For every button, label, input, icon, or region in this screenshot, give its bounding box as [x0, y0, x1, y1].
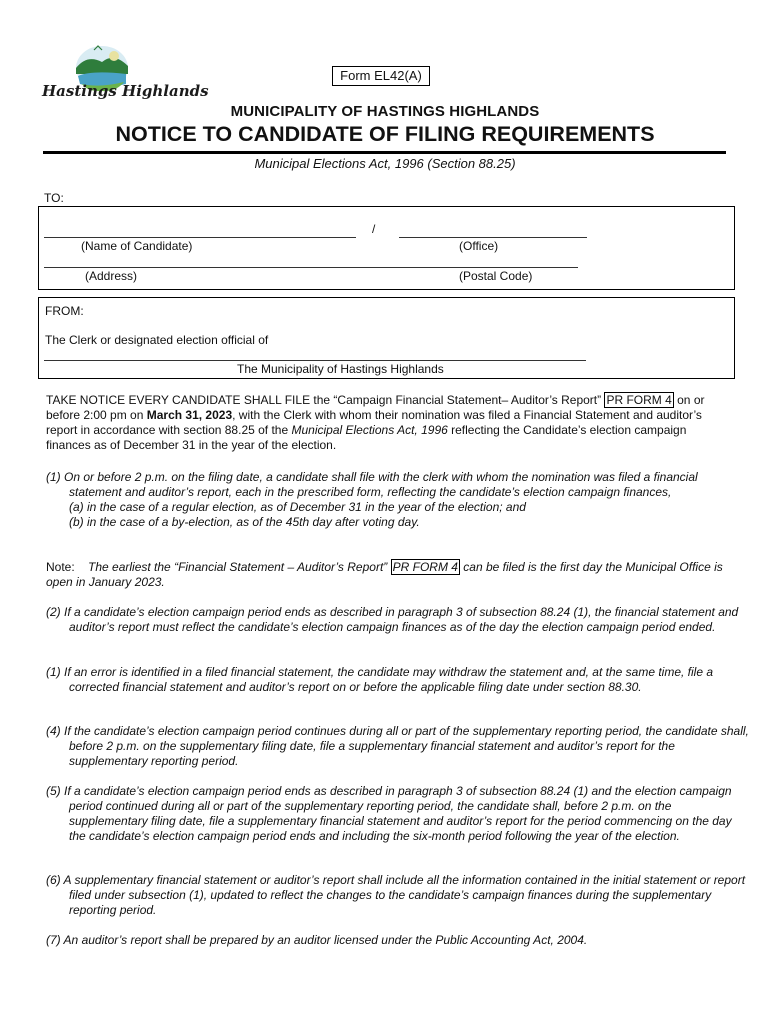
municipality-line[interactable] — [44, 346, 586, 361]
municipality-heading: MUNICIPALITY OF HASTINGS HIGHLANDS — [230, 103, 540, 120]
act-subtitle: Municipal Elections Act, 1996 (Section 88.25) — [254, 156, 516, 171]
item-1-b: (b) in the case of a by-election, as of the 45th day after voting day. — [69, 515, 420, 529]
form-id-box: Form EL42(A) — [332, 66, 430, 86]
notice-text-3: , with the Clerk with whom their nomination was filed a Financial Statement and auditor’s report in accordance with section 88.25 of the — [46, 408, 702, 437]
municipality-name-label: The Municipality of Hastings Highlands — [237, 362, 444, 376]
notice-text-2: on or before 2:00 pm on — [46, 393, 705, 422]
page-title: NOTICE TO CANDIDATE OF FILING REQUIREMENTS — [115, 122, 655, 146]
item-1 — [46, 470, 749, 530]
candidate-name-line[interactable] — [44, 223, 356, 238]
filing-date: March 31, 2023 — [146, 408, 233, 422]
municipality-logo — [42, 44, 209, 106]
item-1-text: (1) On or before 2 p.m. on the filing date, a candidate shall file with the clerk with whom the nomination was filed a financial statement and auditor’s report, each in the prescribed form, reflecting the candidate’s election campaign finances, — [46, 470, 698, 499]
to-label: TO: — [44, 191, 64, 205]
item-6: (6) A supplementary financial statement or auditor’s report shall include all the information contained in the initial statement or report filed under subsection (1), updated to reflect the changes to the candidate’s campaign finances during the supplementary reporting period. — [46, 873, 746, 917]
notice-text-4: reflecting the Candidate’s election campaign finances as of December 31 in the year of the election. — [46, 423, 687, 452]
item-2: (2) If a candidate’s election campaign period ends as described in paragraph 3 of subsection 88.24 (1), the financial statement and auditor’s report must reflect the candidate’s election campaign finances as of the day the election campaign period ended. — [46, 605, 739, 634]
clerk-text: The Clerk or designated election official of — [45, 333, 269, 347]
note-text-2: can be filed is the first day the Municipal Office is open in January 2023. — [46, 560, 723, 589]
slash-separator: / — [372, 222, 376, 236]
address-label: (Address) — [85, 269, 138, 283]
take-notice-paragraph — [46, 393, 726, 453]
name-of-candidate-label: (Name of Candidate) — [81, 239, 193, 253]
note-text-1: The earliest the “Financial Statement – Auditor’s Report” — [74, 560, 391, 574]
postal-code-label: (Postal Code) — [459, 269, 533, 283]
address-line[interactable] — [44, 253, 578, 268]
notice-text-1: TAKE NOTICE EVERY CANDIDATE SHALL FILE the “Campaign Financial Statement– Auditor’s Report” — [46, 393, 605, 407]
item-3: (1) If an error is identified in a filed financial statement, the candidate may withdraw the statement and, at the same time, file a corrected financial statement and auditor’s report on or before the applicable filing date under section 88.30. — [46, 665, 714, 694]
office-label: (Office) — [459, 239, 499, 253]
item-1-a: (a) in the case of a regular election, as of December 31 in the year of the election; and — [69, 500, 526, 514]
logo-wordmark: Hastings Highlands — [42, 82, 209, 100]
item-7: (7) An auditor’s report shall be prepared by an auditor licensed under the Public Accounting Act, 2004. — [46, 933, 588, 947]
note-label: Note: — [46, 560, 75, 574]
note-paragraph — [46, 560, 726, 590]
item-4: (4) If the candidate’s election campaign period continues during all or part of the supplementary reporting period, the candidate shall, before 2 p.m. on the supplementary filing date, file a supplementary financial statement and auditor’s report for the supplementary reporting period. — [46, 724, 749, 768]
to-box — [38, 206, 735, 290]
pr-form-4-box: PR FORM 4 — [606, 393, 672, 407]
item-5: (5) If a candidate’s election campaign period ends as described in paragraph 3 of subsection 88.24 (1) and the election campaign period continued during all or part of the supplementary reporting period, the candidate shall, before 2 p.m. on the supplementary filing date, file a supplementary financial statement and auditor’s report for the period commencing on the day the candidate’s election campaign period ends and including the six-month period following the year of the election. — [46, 784, 732, 843]
act-name: Municipal Elections Act, 1996 — [291, 423, 448, 437]
office-line[interactable] — [399, 223, 587, 238]
from-label: FROM: — [45, 304, 84, 318]
title-divider — [43, 151, 726, 154]
from-box — [38, 297, 735, 379]
note-pr-form-4-box: PR FORM 4 — [392, 560, 458, 574]
